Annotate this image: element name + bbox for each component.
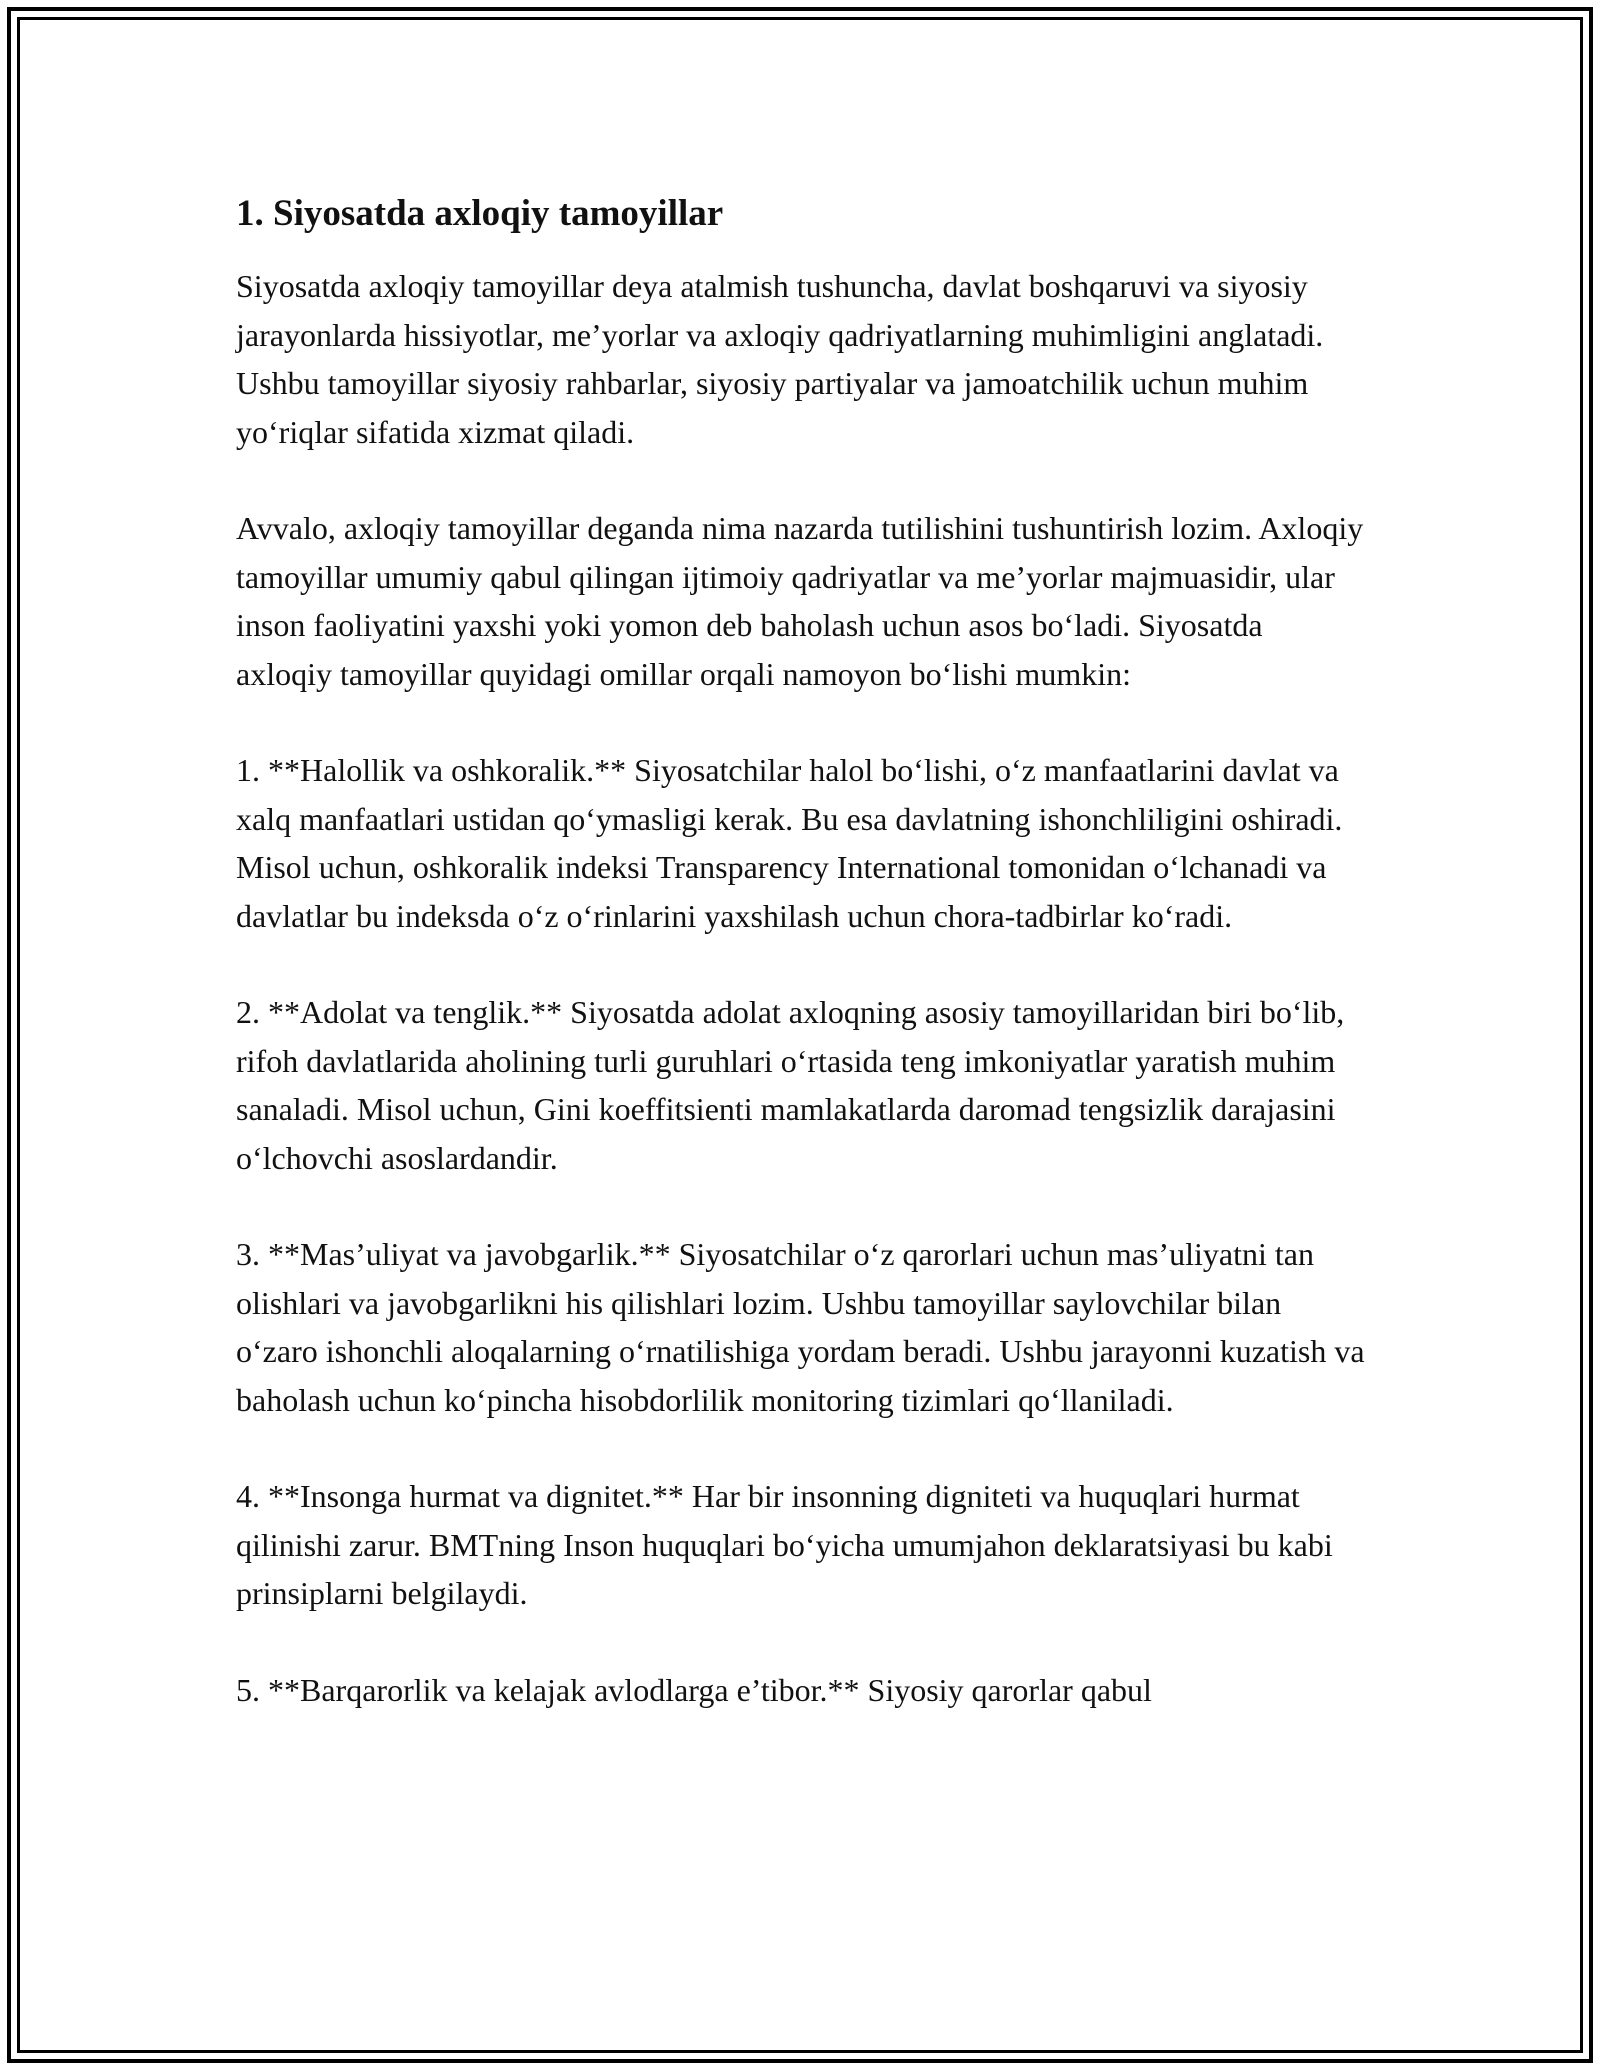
list-item-justice: 2. **Adolat va tenglik.** Siyosatda adolat axloqning asosiy tamoyillaridan biri boʻlib, rifoh davlatlarida aholining turli guruhlari oʻrtasida teng imkoniyatlar yaratish muhim sanaladi. Misol uchun, Gini koeffitsienti mamlakatlarda daromad tengsizlik darajasini oʻlchovchi asoslardandir.: [236, 994, 1345, 1176]
list-item-responsibility: 3. **Mas’uliyat va javobgarlik.** Siyosatchilar oʻz qarorlari uchun mas’uliyatni tan olishlari va javobgarlikni his qilishlari lozim. Ushbu tamoyillar saylovchilar bilan oʻzaro ishonchli aloqalarning oʻrnatilishiga yordam beradi. Ushbu jarayonni kuzatish va baholash uchun koʻpincha hisobdorlilik monitoring tizimlari qoʻllaniladi.: [236, 1236, 1365, 1418]
paragraph-intro: Siyosatda axloqiy tamoyillar deya atalmish tushuncha, davlat boshqaruvi va siyosiy jarayonlarda hissiyotlar, me’yorlar va axloqiy qadriyatlarning muhimligini anglatadi. Ushbu tamoyillar siyosiy rahbarlar, siyosiy partiyalar va jamoatchilik uchun muhim yoʻriqlar sifatida xizmat qiladi.: [236, 268, 1324, 450]
document-body: [236, 186, 1366, 1762]
list-item-dignity: 4. **Insonga hurmat va dignitet.** Har bir insonning digniteti va huquqlari hurmat qilinishi zarur. BMTning Inson huquqlari boʻyicha umumjahon deklaratsiyasi bu kabi prinsiplarni belgilaydi.: [236, 1478, 1333, 1611]
paragraph-definition: Avvalo, axloqiy tamoyillar deganda nima nazarda tutilishini tushuntirish lozim. Axloqiy tamoyillar umumiy qabul qilingan ijtimoiy qadriyatlar va me’yorlar majmuasidir, ular inson faoliyatini yaxshi yoki yomon deb baholash uchun asos boʻladi. Siyosatda axloqiy tamoyillar quyidagi omillar orqali namoyon boʻlishi mumkin:: [236, 510, 1364, 692]
list-item-sustainability: 5. **Barqarorlik va kelajak avlodlarga e’tibor.** Siyosiy qarorlar qabul: [236, 1671, 1152, 1708]
list-item-honesty: 1. **Halollik va oshkoralik.** Siyosatchilar halol boʻlishi, oʻz manfaatlarini davlat va xalq manfaatlari ustidan qoʻymasligi kerak. Bu esa davlatning ishonchliligini oshiradi. Misol uchun, oshkoralik indeksi Transparency International tomonidan oʻlchanadi va davlatlar bu indeksda oʻz oʻrinlarini yaxshilash uchun chora-tadbirlar koʻradi.: [236, 752, 1343, 934]
section-heading: 1. Siyosatda axloqiy tamoyillar: [236, 193, 724, 234]
